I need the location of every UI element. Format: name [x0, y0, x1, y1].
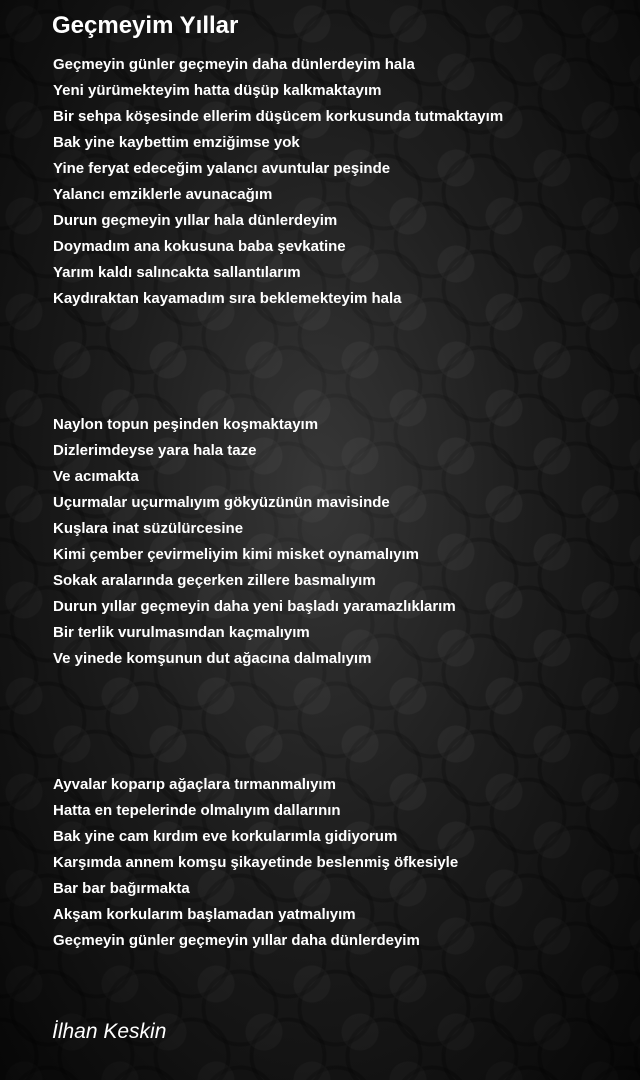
verse-line: Akşam korkularım başlamadan yatmalıyım [53, 906, 356, 923]
poem-title: Geçmeyim Yıllar [52, 12, 239, 39]
verse-line: Bak yine cam kırdım eve korkularımla gidiyorum [53, 828, 398, 845]
verse-line: Yalancı emziklerle avunacağım [53, 186, 273, 203]
verse-line: Geçmeyin günler geçmeyin daha dünlerdeyim hala [53, 56, 415, 73]
verse-line: Durun geçmeyin yıllar hala dünlerdeyim [53, 212, 338, 229]
verse-line: Doymadım ana kokusuna baba şevkatine [53, 238, 346, 255]
poem-stanza-3 [53, 772, 458, 954]
verse-line: Bir terlik vurulmasından kaçmalıyım [53, 624, 310, 641]
verse-line: Kuşlara inat süzülürcesine [53, 520, 244, 537]
poem-stanza-1 [53, 52, 503, 312]
verse-line: Kaydıraktan kayamadım sıra beklemekteyim hala [53, 290, 402, 307]
verse-line: Dizlerimdeyse yara hala taze [53, 442, 257, 459]
verse-line: Yeni yürümekteyim hatta düşüp kalkmaktayım [53, 82, 382, 99]
verse-line: Hatta en tepelerinde olmalıyım dallarının [53, 802, 341, 819]
verse-line: Yine feryat edeceğim yalancı avuntular peşinde [53, 160, 391, 177]
verse-line: Naylon topun peşinden koşmaktayım [53, 416, 319, 433]
verse-line: Durun yıllar geçmeyin daha yeni başladı yaramazlıklarım [53, 598, 456, 615]
poem-author: İlhan Keskin [52, 1020, 167, 1043]
verse-line: Ve yinede komşunun dut ağacına dalmalıyım [53, 650, 372, 667]
verse-line: Bak yine kaybettim emziğimse yok [53, 134, 300, 151]
poem-stanza-2 [53, 412, 456, 672]
verse-line: Kimi çember çevirmeliyim kimi misket oynamalıyım [53, 546, 420, 563]
verse-line: Bar bar bağırmakta [53, 880, 190, 897]
verse-line: Uçurmalar uçurmalıyım gökyüzünün mavisinde [53, 494, 390, 511]
verse-line: Yarım kaldı salıncakta sallantılarım [53, 264, 301, 281]
verse-line: Sokak aralarında geçerken zillere basmalıyım [53, 572, 376, 589]
verse-line: Ve acımakta [53, 468, 139, 485]
verse-line: Karşımda annem komşu şikayetinde beslenmiş öfkesiyle [53, 854, 459, 871]
verse-line: Bir sehpa köşesinde ellerim düşücem korkusunda tutmaktayım [53, 108, 504, 125]
verse-line: Ayvalar koparıp ağaçlara tırmanmalıyım [53, 776, 336, 793]
verse-line: Geçmeyin günler geçmeyin yıllar daha dünlerdeyim [53, 932, 420, 949]
